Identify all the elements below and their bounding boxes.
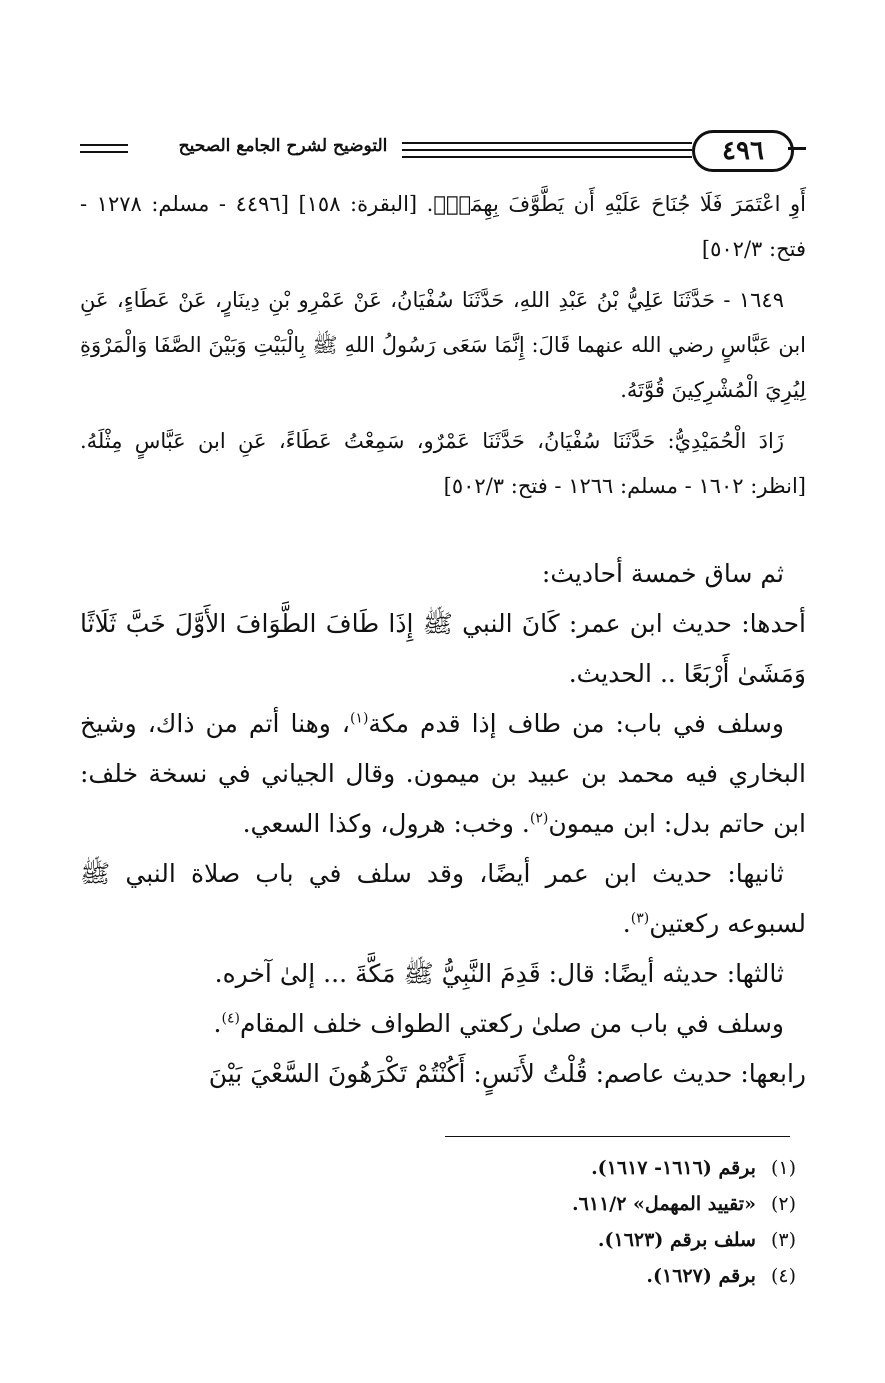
- main-text: [80, 182, 806, 1099]
- footnote-ref[interactable]: (١): [349, 710, 369, 727]
- running-title: التوضيح لشرح الجامع الصحيح: [178, 136, 388, 156]
- header-rule: [402, 142, 692, 144]
- commentary-paragraph: رابعها: حديث عاصم: قُلْتُ لأَنَسٍ: أَكُنْتُمْ تَكْرَهُونَ السَّعْيَ بَيْنَ: [208, 1059, 806, 1088]
- footnotes: [300, 1150, 796, 1294]
- header-rule: [402, 149, 692, 151]
- footnote-ref[interactable]: (٤): [221, 1010, 240, 1027]
- header-rule: [80, 144, 128, 146]
- footnote-ref[interactable]: (٢): [529, 810, 549, 827]
- footnote-text: سلف برقم (١٦٢٣).: [597, 1229, 756, 1251]
- footnote-text: برقم (١٦٢٧).: [646, 1265, 756, 1287]
- footnote-number: (٤): [770, 1265, 796, 1287]
- text-run: . وخب: هرول، وكذا السعي.: [242, 809, 530, 838]
- footnote-separator: [445, 1136, 790, 1137]
- footnote-text: برقم (١٦١٦- ١٦١٧).: [591, 1157, 756, 1179]
- page-header: [80, 130, 806, 174]
- text-run: ثانيها: حديث ابن عمر أيضًا، وقد سلف في باب صلاة النبي ﷺ لسبوعه ركعتين: [80, 859, 806, 938]
- hadith-paragraph: زَادَ الْحُمَيْدِيُّ: حَدَّثَنَا سُفْيَانُ، حَدَّثَنَا عَمْرٌو، سَمِعْتُ عَطَاءً، عَنِ ابن عَبَّاسٍ مِثْلَهُ. [انظر: ١٦٠٢ - مسلم: ١٢٦٦ - فتح: ٥٠٢/٣]: [80, 429, 806, 498]
- commentary-paragraph: [80, 999, 806, 1049]
- text-run: .: [213, 1009, 222, 1038]
- footnote-text: «تقييد المهمل» ٦١١/٢.: [572, 1193, 756, 1215]
- text-run: وسلف في باب من صلىٰ ركعتي الطواف خلف المقام: [239, 1009, 784, 1038]
- footnote-ref[interactable]: (٣): [630, 910, 650, 927]
- header-rule: [80, 151, 128, 153]
- footnote-number: (١): [770, 1157, 796, 1179]
- text-run: ، وهنا أتم من ذاك، وشيخ البخاري فيه محمد بن عبيد بن ميمون. وقال الجياني في نسخة خلف: ابن حاتم بدل: ابن ميمون: [80, 709, 806, 838]
- commentary-paragraph: أحدها: حديث ابن عمر: كَانَ النبي ﷺ إِذَا طَافَ الطَّوَافَ الأَوَّلَ خَبَّ ثَلَاثًا وَمَشَىٰ أَرْبَعًا .. الحديث.: [80, 609, 806, 688]
- commentary-paragraph: ثالثها: حديثه أيضًا: قال: قَدِمَ النَّبِيُّ ﷺ مَكَّةَ ... إلىٰ آخره.: [214, 959, 784, 988]
- commentary-paragraph: ثم ساق خمسة أحاديث:: [541, 559, 784, 588]
- footnote-item: [300, 1258, 796, 1294]
- footnote-number: (٢): [770, 1193, 796, 1215]
- commentary-paragraph: [80, 849, 806, 949]
- header-rule: [402, 156, 692, 158]
- hadith-paragraph: ١٦٤٩ - حَدَّثَنَا عَلِيُّ بْنُ عَبْدِ اللهِ، حَدَّثَنَا سُفْيَانُ، عَنْ عَمْرِو بْنِ دِينَارٍ، عَنْ عَطَاءٍ، عَنِ ابن عَبَّاسٍ رضي الله عنهما قَالَ: إِنَّمَا سَعَى رَسُولُ اللهِ ﷺ بِالْبَيْتِ وَبَيْنَ الصَّفَا وَالْمَرْوَةِ لِيُرِيَ الْمُشْرِكِينَ قُوَّتَهُ.: [80, 288, 806, 402]
- footnote-item: [300, 1186, 796, 1222]
- commentary-paragraph: [80, 699, 806, 849]
- hadith-paragraph: أَوِ اعْتَمَرَ فَلَا جُنَاحَ عَلَيْهِ أَن يَطَّوَّفَ بِهِمَاۚ﴾. [البقرة: ١٥٨] [٤٤٩٦ - مسلم: ١٢٧٨ - فتح: ٥٠٢/٣]: [80, 192, 807, 261]
- text-run: وسلف في باب: من طاف إذا قدم مكة: [368, 709, 785, 738]
- footnote-number: (٣): [770, 1229, 796, 1251]
- footnote-item: [300, 1222, 796, 1258]
- text-run: .: [622, 909, 631, 938]
- header-rule: [788, 147, 806, 150]
- footnote-item: [300, 1150, 796, 1186]
- page-number: ٤٩٦: [692, 130, 794, 172]
